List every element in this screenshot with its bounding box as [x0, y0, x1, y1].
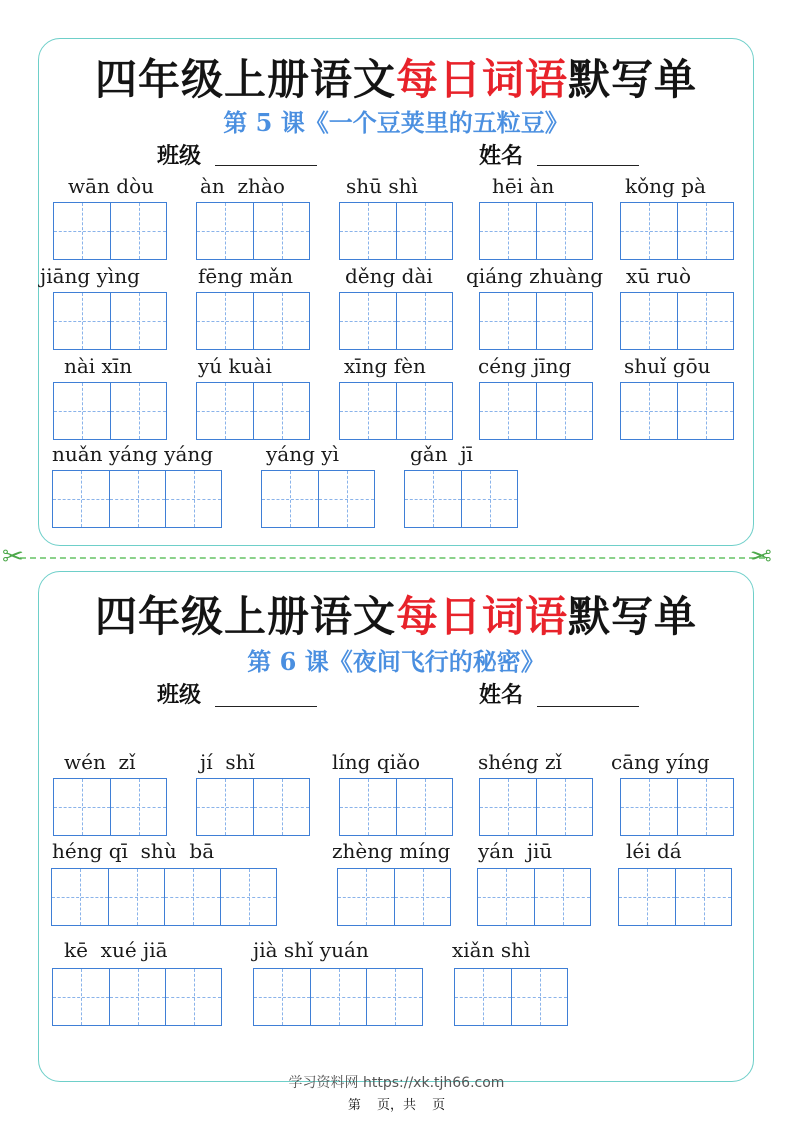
name-label: 姓名: [479, 143, 524, 169]
pinyin-label: léi dá: [626, 839, 682, 863]
writing-grid[interactable]: [479, 778, 593, 836]
writing-grid[interactable]: [339, 778, 453, 836]
pinyin-label: héng qī shù bā: [52, 839, 215, 863]
watermark-footer: 学习资料网 https://xk.tjh66.com: [288, 1075, 505, 1091]
pinyin-label: yáng yì: [266, 442, 339, 466]
worksheet-title: [39, 47, 753, 107]
writing-grid[interactable]: [337, 868, 451, 926]
writing-grid[interactable]: [253, 968, 423, 1026]
writing-grid[interactable]: [620, 382, 734, 440]
scissors-icon: ✂: [750, 542, 772, 572]
title-highlight: 每日词语: [395, 55, 568, 104]
pinyin-label: jí shǐ: [200, 750, 255, 774]
writing-grid[interactable]: [479, 292, 593, 350]
writing-grid[interactable]: [52, 968, 222, 1026]
pinyin-label: wān dòu: [68, 174, 155, 198]
pinyin-label: hēi àn: [492, 174, 555, 198]
pinyin-label: kǒng pà: [625, 174, 706, 198]
writing-grid[interactable]: [620, 202, 734, 260]
lesson-title: 第 6 课《夜间飞行的秘密》: [247, 647, 545, 676]
writing-grid[interactable]: [196, 202, 310, 260]
pinyin-label: wén zǐ: [64, 750, 136, 774]
pinyin-label: děng dài: [345, 264, 433, 288]
writing-grid[interactable]: [479, 202, 593, 260]
title-part: 四年级上册语文: [94, 592, 396, 641]
pinyin-label: nuǎn yáng yáng: [52, 442, 214, 466]
pinyin-label: shéng zǐ: [478, 750, 562, 774]
writing-grid[interactable]: [196, 292, 310, 350]
name-label: 姓名: [479, 682, 524, 708]
title-highlight: 每日词语: [395, 592, 568, 641]
pinyin-label: gǎn jī: [410, 442, 473, 466]
worksheet-title: [39, 584, 753, 644]
lesson-title: 第 5 课《一个豆荚里的五粒豆》: [223, 108, 569, 137]
cut-line: [20, 557, 765, 559]
pinyin-label: shū shì: [346, 174, 418, 198]
pinyin-label: xīng fèn: [344, 354, 426, 378]
writing-grid[interactable]: [53, 382, 167, 440]
pinyin-label: líng qiǎo: [332, 750, 420, 774]
writing-grid[interactable]: [196, 778, 310, 836]
title-part: 四年级上册语文: [94, 55, 396, 104]
writing-grid[interactable]: [52, 470, 222, 528]
writing-grid[interactable]: [477, 868, 591, 926]
writing-grid[interactable]: [339, 202, 453, 260]
pinyin-label: kē xué jiā: [64, 938, 168, 962]
pinyin-label: yán jiū: [478, 839, 553, 863]
class-label: 班级: [157, 143, 202, 169]
title-part: 默写单: [568, 592, 698, 641]
writing-grid[interactable]: [618, 868, 732, 926]
pinyin-label: jià shǐ yuán: [253, 938, 369, 962]
writing-grid[interactable]: [51, 868, 277, 926]
writing-grid[interactable]: [454, 968, 568, 1026]
pinyin-label: jiāng yìng: [40, 264, 140, 288]
pinyin-label: àn zhào: [200, 174, 285, 198]
page-number: 第 页，共 页: [347, 1098, 446, 1113]
class-field[interactable]: [215, 165, 317, 166]
pinyin-label: shuǐ gōu: [624, 354, 711, 378]
name-field[interactable]: [537, 706, 639, 707]
pinyin-label: qiáng zhuàng: [466, 264, 604, 288]
pinyin-label: xiǎn shì: [452, 938, 531, 962]
pinyin-label: cāng yíng: [611, 750, 710, 774]
writing-grid[interactable]: [620, 292, 734, 350]
pinyin-label: xū ruò: [626, 264, 691, 288]
writing-grid[interactable]: [196, 382, 310, 440]
name-field[interactable]: [537, 165, 639, 166]
title-part: 默写单: [568, 55, 698, 104]
class-label: 班级: [157, 682, 202, 708]
writing-grid[interactable]: [53, 202, 167, 260]
writing-grid[interactable]: [404, 470, 518, 528]
writing-grid[interactable]: [339, 382, 453, 440]
writing-grid[interactable]: [53, 292, 167, 350]
writing-grid[interactable]: [339, 292, 453, 350]
pinyin-label: fēng mǎn: [198, 264, 294, 288]
pinyin-label: céng jīng: [478, 354, 572, 378]
pinyin-label: yú kuài: [198, 354, 272, 378]
writing-grid[interactable]: [479, 382, 593, 440]
class-field[interactable]: [215, 706, 317, 707]
pinyin-label: nài xīn: [64, 354, 133, 378]
writing-grid[interactable]: [261, 470, 375, 528]
scissors-icon: ✂: [2, 542, 24, 572]
writing-grid[interactable]: [620, 778, 734, 836]
writing-grid[interactable]: [53, 778, 167, 836]
pinyin-label: zhèng míng: [332, 839, 451, 863]
